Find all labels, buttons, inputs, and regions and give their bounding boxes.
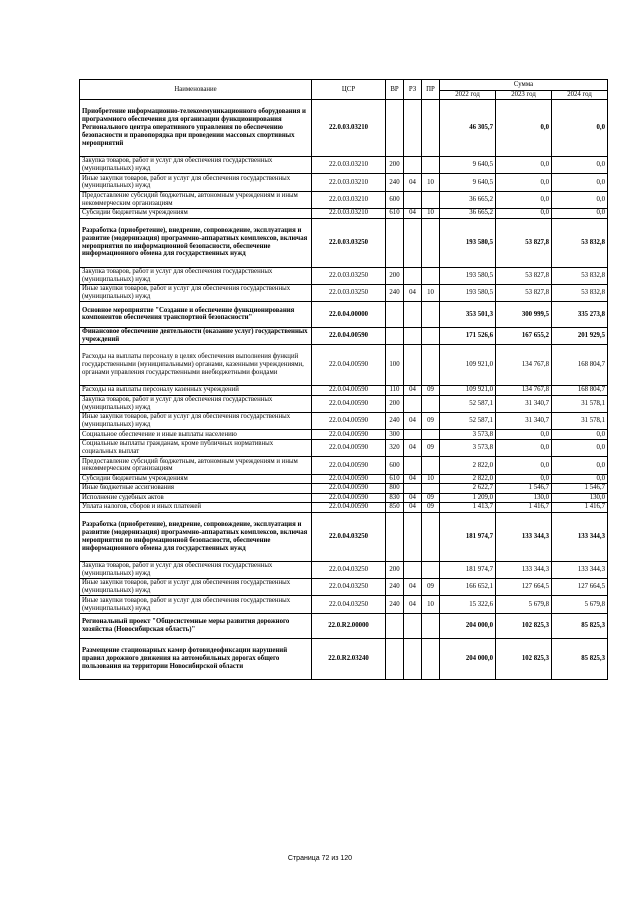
cell-rz [404,639,422,680]
cell-2023: 133 344,3 [496,561,552,578]
cell-2024: 85 825,3 [552,613,608,638]
cell-name: Размещение стационарных камер фотовидеофиксации нарушений правил дорожного движения на автомобильных дорогах общего пользования на территории Новосибирской области [80,639,312,680]
cell-rz: 04 [404,503,422,513]
table-row [80,174,608,191]
cell-name: Приобретение информационно-телекоммуникационного оборудования и программного обеспечения для организации функционирования Регионального центра оперативного управления по обеспечению безопасности и правопорядка при проведении массовых спортивных мероприятий [80,100,312,157]
cell-2022: 2 822,0 [440,474,496,484]
cell-2024: 0,0 [552,100,608,157]
cell-csr: 22.0.03.03250 [312,218,386,267]
cell-2022: 193 580,5 [440,218,496,267]
cell-pr [422,457,440,474]
cell-2022: 46 305,7 [440,100,496,157]
cell-rz: 04 [404,174,422,191]
cell-csr: 22.0.04.03250 [312,596,386,613]
cell-csr: 22.0.04.00590 [312,503,386,513]
cell-vr [386,613,404,638]
cell-vr: 240 [386,413,404,430]
cell-2022: 204 000,0 [440,613,496,638]
cell-vr: 830 [386,493,404,503]
cell-2023: 0,0 [496,439,552,456]
cell-name: Расходы на выплаты персоналу казенных учреждений [80,386,312,396]
cell-2022: 9 640,5 [440,156,496,173]
cell-2022: 181 974,7 [440,561,496,578]
cell-csr: 22.0.04.00590 [312,457,386,474]
cell-2024: 168 804,7 [552,345,608,386]
cell-2022: 171 526,6 [440,327,496,344]
cell-2024: 0,0 [552,474,608,484]
cell-vr: 850 [386,503,404,513]
cell-pr [422,327,440,344]
cell-vr: 200 [386,267,404,284]
cell-2023: 53 827,8 [496,267,552,284]
table-row [80,302,608,327]
cell-2022: 36 665,2 [440,209,496,219]
cell-pr [422,156,440,173]
cell-2022: 109 921,0 [440,386,496,396]
cell-2024: 5 679,8 [552,596,608,613]
cell-pr [422,613,440,638]
cell-csr: 22.0.04.00590 [312,439,386,456]
cell-name: Региональный проект "Общесистемные меры развития дорожного хозяйства (Новосибирская область)" [80,613,312,638]
cell-csr: 22.0.04.00000 [312,302,386,327]
cell-2023: 53 827,8 [496,284,552,301]
table-row [80,209,608,219]
cell-vr: 240 [386,284,404,301]
cell-csr: 22.0.04.03250 [312,579,386,596]
cell-2024: 53 832,8 [552,284,608,301]
cell-csr: 22.0.04.00590 [312,484,386,494]
cell-2023: 0,0 [496,100,552,157]
cell-vr: 240 [386,174,404,191]
cell-csr: 22.0.03.03210 [312,156,386,173]
cell-2022: 2 622,7 [440,484,496,494]
table-row [80,457,608,474]
cell-name: Иные закупки товаров, работ и услуг для обеспечения государственных (муниципальных) нужд [80,413,312,430]
header-vr: ВР [386,80,404,100]
cell-csr: 22.0.R2.03240 [312,639,386,680]
cell-rz [404,395,422,412]
cell-pr: 09 [422,439,440,456]
table-row [80,345,608,386]
cell-2024: 85 825,3 [552,639,608,680]
cell-name: Разработка (приобретение), внедрение, сопровождение, эксплуатация и развитие (модернизация) программно-аппаратных комплексов, включая мероприятия по информационной безопасности, обеспечение информационного обмена для государственных нужд [80,512,312,561]
cell-vr: 610 [386,474,404,484]
cell-rz: 04 [404,474,422,484]
cell-2023: 0,0 [496,457,552,474]
budget-table [79,79,608,680]
table-body [80,100,608,680]
cell-rz [404,191,422,208]
table-row [80,395,608,412]
cell-2024: 31 578,1 [552,413,608,430]
cell-pr: 10 [422,284,440,301]
cell-2024: 53 832,8 [552,218,608,267]
table-row [80,579,608,596]
cell-pr [422,395,440,412]
cell-2024: 0,0 [552,209,608,219]
cell-2022: 3 573,8 [440,439,496,456]
cell-2023: 102 825,3 [496,613,552,638]
cell-rz [404,327,422,344]
cell-pr: 09 [422,493,440,503]
cell-rz [404,156,422,173]
table-row [80,191,608,208]
cell-pr: 09 [422,413,440,430]
cell-name: Иные бюджетные ассигнования [80,484,312,494]
cell-2024: 1 546,7 [552,484,608,494]
cell-2022: 353 501,3 [440,302,496,327]
cell-pr [422,512,440,561]
cell-pr: 09 [422,579,440,596]
cell-csr: 22.0.03.03250 [312,267,386,284]
table-row [80,484,608,494]
cell-csr: 22.0.03.03250 [312,284,386,301]
header-rz: РЗ [404,80,422,100]
cell-rz: 04 [404,493,422,503]
cell-name: Закупка товаров, работ и услуг для обеспечения государственных (муниципальных) нужд [80,267,312,284]
cell-2024: 168 804,7 [552,386,608,396]
cell-pr: 09 [422,503,440,513]
cell-name: Субсидии бюджетным учреждениям [80,474,312,484]
cell-pr [422,430,440,440]
cell-rz [404,561,422,578]
cell-2024: 0,0 [552,191,608,208]
cell-2022: 109 921,0 [440,345,496,386]
cell-pr: 10 [422,174,440,191]
cell-vr: 240 [386,596,404,613]
cell-rz [404,457,422,474]
cell-rz [404,218,422,267]
table-row [80,218,608,267]
cell-rz: 04 [404,386,422,396]
cell-name: Социальное обеспечение и иные выплаты населению [80,430,312,440]
cell-csr: 22.0.R2.00000 [312,613,386,638]
cell-rz [404,512,422,561]
cell-csr: 22.0.04.00590 [312,327,386,344]
cell-2024: 0,0 [552,174,608,191]
cell-csr: 22.0.03.03210 [312,209,386,219]
cell-2024: 0,0 [552,156,608,173]
cell-name: Закупка товаров, работ и услуг для обеспечения государственных (муниципальных) нужд [80,156,312,173]
table-row [80,267,608,284]
cell-csr: 22.0.03.03210 [312,100,386,157]
cell-2023: 134 767,8 [496,386,552,396]
table-row [80,493,608,503]
cell-rz [404,267,422,284]
cell-rz [404,100,422,157]
cell-name: Предоставление субсидий бюджетным, автономным учреждениям и иным некоммерческим организациям [80,191,312,208]
cell-2022: 193 580,5 [440,284,496,301]
cell-name: Иные закупки товаров, работ и услуг для обеспечения государственных (муниципальных) нужд [80,579,312,596]
table-row [80,639,608,680]
table-row [80,430,608,440]
cell-vr: 240 [386,579,404,596]
cell-2022: 204 000,0 [440,639,496,680]
cell-pr [422,639,440,680]
cell-vr: 300 [386,430,404,440]
cell-2022: 9 640,5 [440,174,496,191]
cell-2023: 167 655,2 [496,327,552,344]
cell-csr: 22.0.04.03250 [312,512,386,561]
cell-2024: 127 664,5 [552,579,608,596]
header-csr: ЦСР [312,80,386,100]
cell-pr: 10 [422,474,440,484]
cell-2022: 2 822,0 [440,457,496,474]
cell-name: Иные закупки товаров, работ и услуг для обеспечения государственных (муниципальных) нужд [80,284,312,301]
cell-2022: 1 209,0 [440,493,496,503]
cell-2024: 0,0 [552,439,608,456]
cell-2023: 300 999,5 [496,302,552,327]
cell-pr [422,191,440,208]
page-footer: Страница 72 из 120 [287,855,353,862]
table-row [80,503,608,513]
cell-csr: 22.0.04.00590 [312,430,386,440]
cell-vr [386,218,404,267]
header-name: Наименование [80,80,312,100]
cell-name: Закупка товаров, работ и услуг для обеспечения государственных (муниципальных) нужд [80,395,312,412]
cell-pr [422,218,440,267]
cell-vr [386,302,404,327]
cell-pr [422,345,440,386]
table-row [80,613,608,638]
cell-2023: 0,0 [496,209,552,219]
cell-vr: 600 [386,457,404,474]
cell-2024: 133 344,3 [552,512,608,561]
table-row [80,561,608,578]
cell-name: Предоставление субсидий бюджетным, автономным учреждениям и иным некоммерческим организациям [80,457,312,474]
cell-vr: 610 [386,209,404,219]
cell-vr: 600 [386,191,404,208]
table-header-row [80,80,608,91]
cell-2023: 1 546,7 [496,484,552,494]
cell-name: Финансовое обеспечение деятельности (оказание услуг) государственных учреждений [80,327,312,344]
cell-2024: 0,0 [552,457,608,474]
header-year-2023: 2023 год [496,91,552,100]
table-row [80,413,608,430]
cell-rz [404,613,422,638]
cell-name: Субсидии бюджетным учреждениям [80,209,312,219]
cell-name: Иные закупки товаров, работ и услуг для обеспечения государственных (муниципальных) нужд [80,174,312,191]
cell-pr: 10 [422,596,440,613]
cell-csr: 22.0.04.00590 [312,386,386,396]
cell-2022: 166 652,1 [440,579,496,596]
cell-pr [422,561,440,578]
cell-2023: 0,0 [496,191,552,208]
cell-csr: 22.0.03.03210 [312,174,386,191]
cell-name: Основное мероприятие "Создание и обеспечение функционирования компонентов обеспечения транспортной безопасности" [80,302,312,327]
cell-rz [404,302,422,327]
cell-2022: 52 587,1 [440,413,496,430]
cell-rz: 04 [404,284,422,301]
table-row [80,474,608,484]
cell-2023: 1 416,7 [496,503,552,513]
table-row [80,512,608,561]
cell-name: Исполнение судебных актов [80,493,312,503]
cell-2022: 36 665,2 [440,191,496,208]
cell-rz: 04 [404,439,422,456]
cell-2024: 53 832,8 [552,267,608,284]
cell-2023: 130,0 [496,493,552,503]
cell-rz [404,484,422,494]
cell-2024: 1 416,7 [552,503,608,513]
cell-2023: 31 340,7 [496,413,552,430]
cell-csr: 22.0.04.00590 [312,345,386,386]
cell-2023: 127 664,5 [496,579,552,596]
cell-2023: 134 767,8 [496,345,552,386]
cell-rz [404,345,422,386]
cell-vr: 110 [386,386,404,396]
cell-2024: 133 344,3 [552,561,608,578]
cell-csr: 22.0.03.03210 [312,191,386,208]
cell-2024: 0,0 [552,430,608,440]
cell-name: Иные закупки товаров, работ и услуг для обеспечения государственных (муниципальных) нужд [80,596,312,613]
cell-pr [422,267,440,284]
cell-vr: 200 [386,395,404,412]
table-row [80,284,608,301]
cell-csr: 22.0.04.00590 [312,493,386,503]
cell-name: Разработка (приобретение), внедрение, сопровождение, эксплуатация и развитие (модернизация) программно-аппаратных комплексов, включая мероприятия по информационной безопасности, обеспечение информационного обмена для государственных нужд [80,218,312,267]
cell-2022: 52 587,1 [440,395,496,412]
cell-vr: 800 [386,484,404,494]
cell-pr [422,302,440,327]
cell-vr [386,100,404,157]
cell-rz: 04 [404,596,422,613]
cell-pr: 09 [422,386,440,396]
cell-2023: 5 679,8 [496,596,552,613]
header-pr: ПР [422,80,440,100]
cell-2022: 3 573,8 [440,430,496,440]
cell-2023: 31 340,7 [496,395,552,412]
cell-2023: 0,0 [496,156,552,173]
cell-vr: 100 [386,345,404,386]
table-row [80,386,608,396]
cell-2022: 181 974,7 [440,512,496,561]
cell-name: Социальные выплаты гражданам, кроме публичных нормативных социальных выплат [80,439,312,456]
cell-2023: 0,0 [496,430,552,440]
cell-csr: 22.0.04.00590 [312,395,386,412]
cell-2023: 102 825,3 [496,639,552,680]
cell-2024: 31 578,1 [552,395,608,412]
header-sum: Сумма [440,80,608,91]
table-row [80,439,608,456]
cell-name: Уплата налогов, сборов и иных платежей [80,503,312,513]
cell-rz: 04 [404,209,422,219]
table-row [80,156,608,173]
cell-2023: 53 827,8 [496,218,552,267]
table-row [80,596,608,613]
cell-2024: 201 929,5 [552,327,608,344]
cell-2023: 133 344,3 [496,512,552,561]
cell-pr: 10 [422,209,440,219]
cell-pr [422,484,440,494]
table-row [80,100,608,157]
cell-name: Закупка товаров, работ и услуг для обеспечения государственных (муниципальных) нужд [80,561,312,578]
cell-2023: 0,0 [496,174,552,191]
cell-2022: 193 580,5 [440,267,496,284]
cell-rz [404,430,422,440]
cell-2024: 130,0 [552,493,608,503]
cell-rz: 04 [404,579,422,596]
cell-vr [386,512,404,561]
header-year-2024: 2024 год [552,91,608,100]
cell-vr: 200 [386,156,404,173]
cell-csr: 22.0.04.00590 [312,474,386,484]
cell-2024: 335 273,8 [552,302,608,327]
cell-csr: 22.0.04.03250 [312,561,386,578]
cell-name: Расходы на выплаты персоналу в целях обеспечения выполнения функций государственными (муниципальными) органами, казенными учреждениями, органами управления государственными внебюджетными фондами [80,345,312,386]
cell-2023: 0,0 [496,474,552,484]
cell-rz: 04 [404,413,422,430]
cell-2022: 1 413,7 [440,503,496,513]
cell-csr: 22.0.04.00590 [312,413,386,430]
cell-vr: 320 [386,439,404,456]
cell-2022: 15 322,6 [440,596,496,613]
cell-vr [386,327,404,344]
table-row [80,327,608,344]
cell-pr [422,100,440,157]
cell-vr [386,639,404,680]
cell-vr: 200 [386,561,404,578]
header-year-2022: 2022 год [440,91,496,100]
